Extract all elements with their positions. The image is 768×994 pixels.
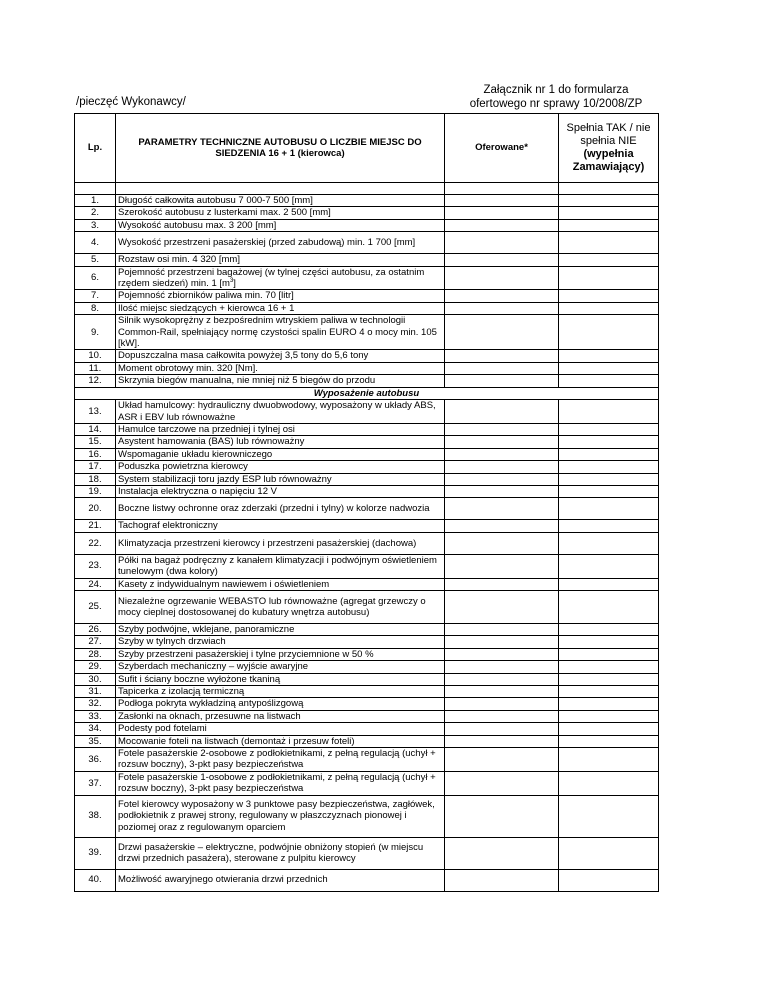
row-parameter: Fotel kierowcy wyposażony w 3 punktowe pasy bezpieczeństwa, zagłówek, podłokietnik z prawej strony, regulowany w płaszczyznach pionowej i poziomej oraz z regulowanym oparciem xyxy=(116,795,445,837)
row-number: 2. xyxy=(75,207,116,219)
compliance-input-cell[interactable] xyxy=(559,623,659,635)
row-number: 37. xyxy=(75,771,116,795)
offered-input-cell[interactable] xyxy=(445,837,559,869)
compliance-input-cell[interactable] xyxy=(559,532,659,554)
compliance-input-cell[interactable] xyxy=(559,795,659,837)
table-row xyxy=(75,661,659,673)
row-parameter: Wysokość autobusu max. 3 200 [mm] xyxy=(116,219,445,231)
row-number: 22. xyxy=(75,532,116,554)
section-row xyxy=(75,387,659,399)
row-parameter: Szyby podwójne, wklejane, panoramiczne xyxy=(116,623,445,635)
row-number: 3. xyxy=(75,219,116,231)
row-number: 11. xyxy=(75,362,116,374)
row-parameter: Długość całkowita autobusu 7 000-7 500 [mm] xyxy=(116,195,445,207)
compliance-input-cell[interactable] xyxy=(559,375,659,387)
offered-input-cell[interactable] xyxy=(445,254,559,266)
offered-input-cell[interactable] xyxy=(445,698,559,710)
offered-input-cell[interactable] xyxy=(445,436,559,448)
table-row xyxy=(75,302,659,314)
row-number: 18. xyxy=(75,473,116,485)
compliance-input-cell[interactable] xyxy=(559,266,659,290)
table-row xyxy=(75,532,659,554)
table-row xyxy=(75,461,659,473)
header-compliance-line-4: Zamawiający) xyxy=(572,161,645,173)
offered-input-cell[interactable] xyxy=(445,661,559,673)
row-number: 12. xyxy=(75,375,116,387)
row-parameter: Szyby w tylnych drzwiach xyxy=(116,636,445,648)
row-parameter: Tachograf elektroniczny xyxy=(116,520,445,532)
section-title: Wyposażenie autobusu xyxy=(75,387,659,399)
table-row xyxy=(75,723,659,735)
compliance-input-cell[interactable] xyxy=(559,636,659,648)
compliance-input-cell[interactable] xyxy=(559,207,659,219)
row-number: 38. xyxy=(75,795,116,837)
offered-input-cell[interactable] xyxy=(445,461,559,473)
offered-input-cell[interactable] xyxy=(445,423,559,435)
table-row xyxy=(75,710,659,722)
header-compliance xyxy=(559,114,659,183)
compliance-input-cell[interactable] xyxy=(559,362,659,374)
row-parameter: Szyberdach mechaniczny – wyjście awaryjne xyxy=(116,661,445,673)
row-number: 10. xyxy=(75,350,116,362)
compliance-input-cell[interactable] xyxy=(559,661,659,673)
row-number: 32. xyxy=(75,698,116,710)
row-number: 7. xyxy=(75,290,116,302)
table-row xyxy=(75,485,659,497)
row-parameter: Wysokość przestrzeni pasażerskiej (przed zabudową) min. 1 700 [mm] xyxy=(116,232,445,254)
row-number: 39. xyxy=(75,837,116,869)
offered-input-cell[interactable] xyxy=(445,400,559,424)
row-number: 17. xyxy=(75,461,116,473)
offered-input-cell[interactable] xyxy=(445,554,559,578)
offered-input-cell[interactable] xyxy=(445,375,559,387)
table-row xyxy=(75,623,659,635)
row-number: 34. xyxy=(75,723,116,735)
compliance-input-cell[interactable] xyxy=(559,698,659,710)
row-parameter: Skrzynia biegów manualna, nie mniej niż 5 biegów do przodu xyxy=(116,375,445,387)
table-row xyxy=(75,636,659,648)
row-number: 31. xyxy=(75,686,116,698)
table-row xyxy=(75,400,659,424)
header-compliance-line-3: (wypełnia xyxy=(583,148,634,160)
compliance-input-cell[interactable] xyxy=(559,710,659,722)
spacer-cell xyxy=(559,183,659,195)
row-number: 14. xyxy=(75,423,116,435)
header-offered: Oferowane* xyxy=(445,114,559,183)
row-parameter: Pojemność przestrzeni bagażowej (w tylnej części autobusu, za ostatnim rzędem siedzeń) min. 1 $[m^3]$ xyxy=(116,266,445,290)
offered-input-cell[interactable] xyxy=(445,771,559,795)
table-row xyxy=(75,648,659,660)
spacer-row xyxy=(75,183,659,195)
row-parameter: Niezależne ogrzewanie WEBASTO lub równoważne (agregat grzewczy o mocy cieplnej dostosowanej do kubatury wnętrza autobusu) xyxy=(116,590,445,623)
contractor-stamp-label: /pieczęć Wykonawcy/ xyxy=(76,96,186,108)
offered-input-cell[interactable] xyxy=(445,795,559,837)
offered-input-cell[interactable] xyxy=(445,648,559,660)
table-row xyxy=(75,473,659,485)
table-row xyxy=(75,673,659,685)
offered-input-cell[interactable] xyxy=(445,219,559,231)
table-row xyxy=(75,232,659,254)
row-parameter: Klimatyzacja przestrzeni kierowcy i przestrzeni pasażerskiej (dachowa) xyxy=(116,532,445,554)
compliance-input-cell[interactable] xyxy=(559,771,659,795)
table-row xyxy=(75,869,659,891)
offered-input-cell[interactable] xyxy=(445,869,559,891)
table-row xyxy=(75,362,659,374)
offered-input-cell[interactable] xyxy=(445,473,559,485)
row-parameter: Boczne listwy ochronne oraz zderzaki (przedni i tylny) w kolorze nadwozia xyxy=(116,498,445,520)
row-parameter: Asystent hamowania (BAS) lub równoważny xyxy=(116,436,445,448)
compliance-input-cell[interactable] xyxy=(559,219,659,231)
row-number: 28. xyxy=(75,648,116,660)
table-row xyxy=(75,266,659,290)
compliance-input-cell[interactable] xyxy=(559,498,659,520)
row-number: 13. xyxy=(75,400,116,424)
compliance-input-cell[interactable] xyxy=(559,473,659,485)
attachment-line-2: ofertowego nr sprawy 10/2008/ZP xyxy=(469,98,643,110)
row-number: 23. xyxy=(75,554,116,578)
compliance-input-cell[interactable] xyxy=(559,400,659,424)
row-number: 15. xyxy=(75,436,116,448)
table-row xyxy=(75,350,659,362)
compliance-input-cell[interactable] xyxy=(559,520,659,532)
row-parameter: Szyby przestrzeni pasażerskiej i tylne przyciemnione w 50 % xyxy=(116,648,445,660)
row-number: 1. xyxy=(75,195,116,207)
compliance-input-cell[interactable] xyxy=(559,837,659,869)
spacer-cell xyxy=(75,183,116,195)
row-number: 6. xyxy=(75,266,116,290)
compliance-input-cell[interactable] xyxy=(559,461,659,473)
offered-input-cell[interactable] xyxy=(445,710,559,722)
row-number: 16. xyxy=(75,448,116,460)
row-number: 9. xyxy=(75,315,116,350)
row-parameter: Podłoga pokryta wykładziną antypoślizgową xyxy=(116,698,445,710)
offered-input-cell[interactable] xyxy=(445,448,559,460)
row-number: 24. xyxy=(75,578,116,590)
compliance-input-cell[interactable] xyxy=(559,869,659,891)
table-row xyxy=(75,207,659,219)
offered-input-cell[interactable] xyxy=(445,498,559,520)
row-parameter: Półki na bagaż podręczny z kanałem klimatyzacji i podwójnym oświetleniem tunelowym (dwa kolory) xyxy=(116,554,445,578)
header-compliance-line-1: Spełnia TAK / nie xyxy=(566,122,651,134)
row-parameter: Możliwość awaryjnego otwierania drzwi przednich xyxy=(116,869,445,891)
compliance-input-cell[interactable] xyxy=(559,648,659,660)
header-lp: Lp. xyxy=(75,114,116,183)
row-parameter: Sufit i ściany boczne wyłożone tkaniną xyxy=(116,673,445,685)
table-row xyxy=(75,735,659,747)
compliance-input-cell[interactable] xyxy=(559,590,659,623)
offered-input-cell[interactable] xyxy=(445,485,559,497)
offered-input-cell[interactable] xyxy=(445,636,559,648)
row-number: 4. xyxy=(75,232,116,254)
row-parameter: Hamulce tarczowe na przedniej i tylnej osi xyxy=(116,423,445,435)
row-number: 40. xyxy=(75,869,116,891)
table-row xyxy=(75,698,659,710)
compliance-input-cell[interactable] xyxy=(559,423,659,435)
table-row xyxy=(75,195,659,207)
offered-input-cell[interactable] xyxy=(445,266,559,290)
offered-input-cell[interactable] xyxy=(445,520,559,532)
offered-input-cell[interactable] xyxy=(445,532,559,554)
offered-input-cell[interactable] xyxy=(445,748,559,772)
compliance-input-cell[interactable] xyxy=(559,448,659,460)
compliance-input-cell[interactable] xyxy=(559,686,659,698)
offered-input-cell[interactable] xyxy=(445,673,559,685)
offered-input-cell[interactable] xyxy=(445,302,559,314)
row-parameter: Instalacja elektryczna o napięciu 12 V xyxy=(116,485,445,497)
row-parameter: Układ hamulcowy: hydrauliczny dwuobwodowy, wyposażony w układy ABS, ASR i EBV lub równoważne xyxy=(116,400,445,424)
compliance-input-cell[interactable] xyxy=(559,302,659,314)
table-row xyxy=(75,554,659,578)
table-row xyxy=(75,498,659,520)
table-row xyxy=(75,686,659,698)
row-parameter: Tapicerka z izolacją termiczną xyxy=(116,686,445,698)
offered-input-cell[interactable] xyxy=(445,578,559,590)
row-parameter: Szerokość autobusu z lusterkami max. 2 500 [mm] xyxy=(116,207,445,219)
technical-parameters-table xyxy=(74,113,659,892)
offered-input-cell[interactable] xyxy=(445,686,559,698)
table-row xyxy=(75,290,659,302)
row-parameter: Wspomaganie układu kierowniczego xyxy=(116,448,445,460)
row-number: 21. xyxy=(75,520,116,532)
offered-input-cell[interactable] xyxy=(445,723,559,735)
row-parameter: Fotele pasażerskie 2-osobowe z podłokietnikami, z pełną regulacją (uchył + rozsuw boczny), 3-pkt pasy bezpieczeństwa xyxy=(116,748,445,772)
row-parameter: Moment obrotowy min. 320 [Nm]. xyxy=(116,362,445,374)
row-parameter: Fotele pasażerskie 1-osobowe z podłokietnikami, z pełną regulacją (uchył + rozsuw boczny), 3-pkt pasy bezpieczeństwa xyxy=(116,771,445,795)
table-row xyxy=(75,254,659,266)
table-row xyxy=(75,795,659,837)
compliance-input-cell[interactable] xyxy=(559,436,659,448)
table-row xyxy=(75,448,659,460)
row-number: 20. xyxy=(75,498,116,520)
compliance-input-cell[interactable] xyxy=(559,485,659,497)
table-row xyxy=(75,837,659,869)
row-parameter: Ilość miejsc siedzących + kierowca 16 + 1 xyxy=(116,302,445,314)
compliance-input-cell[interactable] xyxy=(559,254,659,266)
compliance-input-cell[interactable] xyxy=(559,315,659,350)
compliance-input-cell[interactable] xyxy=(559,673,659,685)
row-parameter: System stabilizacji toru jazdy ESP lub równoważny xyxy=(116,473,445,485)
offered-input-cell[interactable] xyxy=(445,735,559,747)
row-number: 29. xyxy=(75,661,116,673)
compliance-input-cell[interactable] xyxy=(559,232,659,254)
offered-input-cell[interactable] xyxy=(445,362,559,374)
row-number: 36. xyxy=(75,748,116,772)
row-parameter: Mocowanie foteli na listwach (demontaż i przesuw foteli) xyxy=(116,735,445,747)
attachment-line-1: Załącznik nr 1 do formularza xyxy=(483,84,629,96)
row-parameter: Silnik wysokoprężny z bezpośrednim wtryskiem paliwa w technologii Common-Rail, spełniający normę czystości spalin EURO 4 o mocy min. 105 [kW]. xyxy=(116,315,445,350)
offered-input-cell[interactable] xyxy=(445,623,559,635)
compliance-input-cell[interactable] xyxy=(559,350,659,362)
header-parameters: PARAMETRY TECHNICZNE AUTOBUSU O LICZBIE MIEJSC DO SIEDZENIA 16 + 1 (kierowca) xyxy=(116,114,445,183)
compliance-input-cell[interactable] xyxy=(559,723,659,735)
row-number: 27. xyxy=(75,636,116,648)
table-header-row xyxy=(75,114,659,183)
table-row xyxy=(75,315,659,350)
offered-input-cell[interactable] xyxy=(445,590,559,623)
offered-input-cell[interactable] xyxy=(445,315,559,350)
offered-input-cell[interactable] xyxy=(445,350,559,362)
offered-input-cell[interactable] xyxy=(445,290,559,302)
attachment-note xyxy=(440,83,672,111)
row-number: 35. xyxy=(75,735,116,747)
offered-input-cell[interactable] xyxy=(445,195,559,207)
table-row xyxy=(75,423,659,435)
row-parameter: Poduszka powietrzna kierowcy xyxy=(116,461,445,473)
compliance-input-cell[interactable] xyxy=(559,554,659,578)
header-compliance-line-2: spełnia NIE xyxy=(580,135,637,147)
compliance-input-cell[interactable] xyxy=(559,290,659,302)
row-number: 33. xyxy=(75,710,116,722)
compliance-input-cell[interactable] xyxy=(559,735,659,747)
row-parameter: Rozstaw osi min. 4 320 [mm] xyxy=(116,254,445,266)
table-row xyxy=(75,219,659,231)
table-row xyxy=(75,771,659,795)
spacer-cell xyxy=(116,183,445,195)
row-number: 30. xyxy=(75,673,116,685)
compliance-input-cell[interactable] xyxy=(559,195,659,207)
row-parameter: Zasłonki na oknach, przesuwne na listwach xyxy=(116,710,445,722)
row-number: 5. xyxy=(75,254,116,266)
table-row xyxy=(75,578,659,590)
table-row xyxy=(75,436,659,448)
row-parameter: Dopuszczalna masa całkowita powyżej 3,5 tony do 5,6 tony xyxy=(116,350,445,362)
table-row xyxy=(75,375,659,387)
compliance-input-cell[interactable] xyxy=(559,748,659,772)
row-number: 8. xyxy=(75,302,116,314)
row-parameter: Pojemność zbiorników paliwa min. 70 [litr] xyxy=(116,290,445,302)
row-parameter: Podesty pod fotelami xyxy=(116,723,445,735)
table-row xyxy=(75,748,659,772)
row-number: 26. xyxy=(75,623,116,635)
row-number: 19. xyxy=(75,485,116,497)
table-row xyxy=(75,590,659,623)
row-parameter: Kasety z indywidualnym nawiewem i oświetleniem xyxy=(116,578,445,590)
offered-input-cell[interactable] xyxy=(445,232,559,254)
row-parameter: Drzwi pasażerskie – elektryczne, podwójnie obniżony stopień (w miejscu drzwi przednich pasażera), sterowane z pulpitu kierowcy xyxy=(116,837,445,869)
spacer-cell xyxy=(445,183,559,195)
compliance-input-cell[interactable] xyxy=(559,578,659,590)
offered-input-cell[interactable] xyxy=(445,207,559,219)
row-number: 25. xyxy=(75,590,116,623)
table-row xyxy=(75,520,659,532)
